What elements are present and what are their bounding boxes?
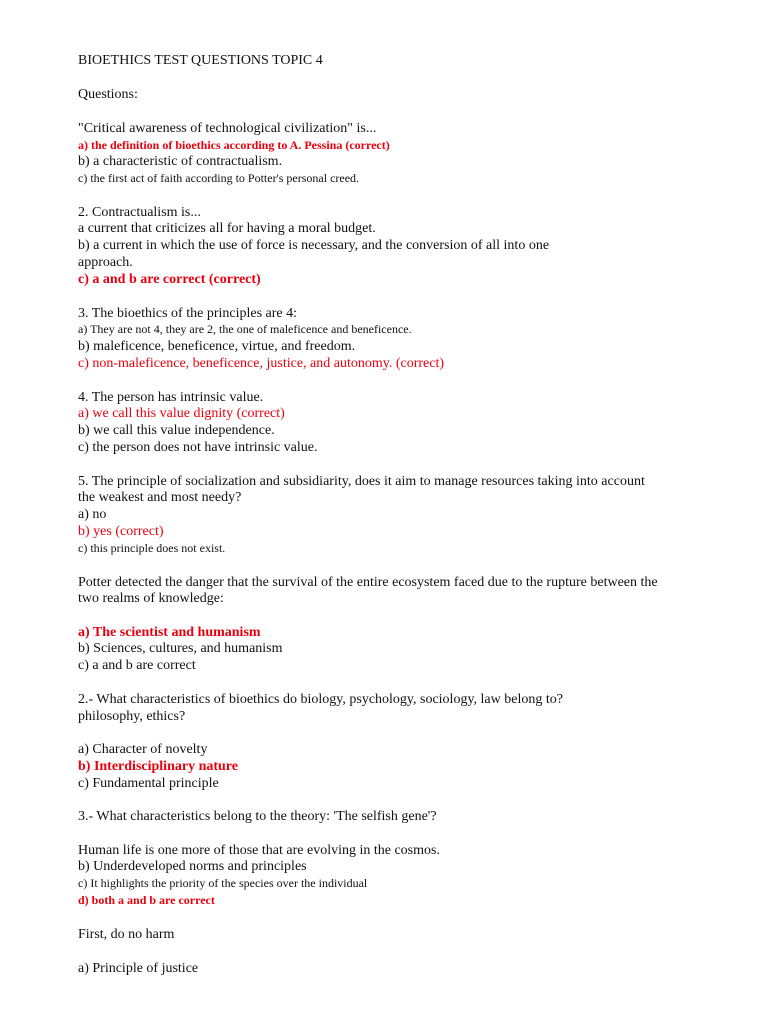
text-line: b) a current in which the use of force is necessary, and the conversion of all into one xyxy=(78,238,550,253)
text-line: two realms of knowledge: xyxy=(78,591,224,606)
text-line: 3.- What characteristics belong to the theory: 'The selfish gene'? xyxy=(78,809,437,824)
text-line: a) Character of novelty xyxy=(78,742,208,757)
text-line: 2. Contractualism is... xyxy=(78,205,201,220)
text-line: b) Sciences, cultures, and humanism xyxy=(78,641,283,656)
correct-answer: c) non-maleficence, beneficence, justice, and autonomy. (correct) xyxy=(78,356,445,371)
correct-answer: a) The scientist and humanism xyxy=(78,625,261,640)
text-line: c) It highlights the priority of the species over the individual xyxy=(78,876,368,890)
text-line: c) the person does not have intrinsic value. xyxy=(78,440,318,455)
correct-answer: b) yes (correct) xyxy=(78,524,164,539)
correct-answer: d) both a and b are correct xyxy=(78,893,215,907)
text-line: philosophy, ethics? xyxy=(78,709,186,724)
text-line: approach. xyxy=(78,255,133,270)
text-line: b) maleficence, beneficence, virtue, and freedom. xyxy=(78,339,356,354)
correct-answer: b) Interdisciplinary nature xyxy=(78,759,238,774)
text-line: a) no xyxy=(78,507,107,522)
text-line: c) the first act of faith according to Potter's personal creed. xyxy=(78,171,360,185)
text-line: 4. The person has intrinsic value. xyxy=(78,390,264,405)
text-line: Human life is one more of those that are evolving in the cosmos. xyxy=(78,843,440,858)
text-line: c) a and b are correct xyxy=(78,658,196,673)
text-line: b) a characteristic of contractualism. xyxy=(78,154,283,169)
text-line: 3. The bioethics of the principles are 4: xyxy=(78,306,298,321)
text-line: Potter detected the danger that the survival of the entire ecosystem faced due to the rupture between the xyxy=(78,575,658,590)
text-line: b) Underdeveloped norms and principles xyxy=(78,859,307,874)
text-line: a) They are not 4, they are 2, the one of maleficence and beneficence. xyxy=(78,322,412,336)
correct-answer: a) we call this value dignity (correct) xyxy=(78,406,285,421)
text-line: 2.- What characteristics of bioethics do biology, psychology, sociology, law belong to? xyxy=(78,692,563,707)
text-line: a) Principle of justice xyxy=(78,961,199,976)
text-line: the weakest and most needy? xyxy=(78,490,242,505)
text-line: a current that criticizes all for having a moral budget. xyxy=(78,221,376,236)
text-line: c) Fundamental principle xyxy=(78,776,219,791)
text-line: c) this principle does not exist. xyxy=(78,541,226,555)
text-line: First, do no harm xyxy=(78,927,175,942)
questions-heading: Questions: xyxy=(78,87,138,102)
correct-answer: c) a and b are correct (correct) xyxy=(78,272,261,287)
text-line: 5. The principle of socialization and subsidiarity, does it aim to manage resources taking into account xyxy=(78,474,645,489)
text-line: b) we call this value independence. xyxy=(78,423,275,438)
document-title: BIOETHICS TEST QUESTIONS TOPIC 4 xyxy=(78,53,323,68)
correct-answer: a) the definition of bioethics according to A. Pessina (correct) xyxy=(78,138,390,152)
text-line: "Critical awareness of technological civilization" is... xyxy=(78,121,377,136)
